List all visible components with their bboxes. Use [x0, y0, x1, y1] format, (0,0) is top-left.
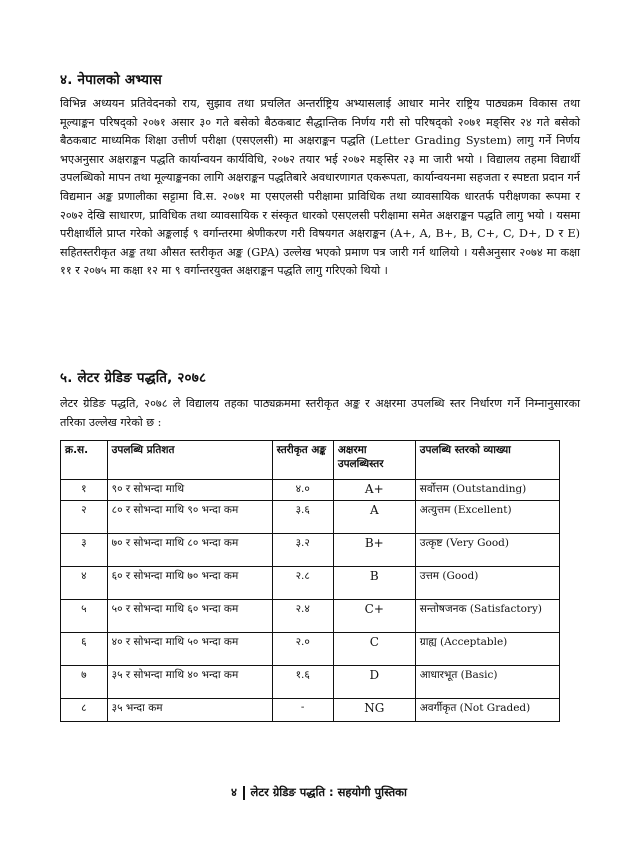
cell-grade-point: १.६ — [272, 666, 333, 699]
page-footer — [0, 785, 638, 800]
cell-grade-point: २.८ — [272, 567, 333, 600]
footer-divider — [243, 786, 245, 800]
cell-percentage: ९० र सोभन्दा माथि — [107, 480, 272, 501]
cell-percentage: ३५ र सोभन्दा माथि ४० भन्दा कम — [107, 666, 272, 699]
section-4-paragraph: विभिन्न अध्ययन प्रतिवेदनको राय, सुझाव तथा प्रचलित अन्तर्राष्ट्रिय अभ्यासलाई आधार मानेर राष्ट्रिय पाठ्यक्रम विकास तथा मूल्याङ्कन परिषद्को २०७१ असार ३० गते बसेको बैठकबाट सैद्धान्तिक निर्णय गरी सो परिषद्को २०७१ मङ्सिर २४ गते बसेको बैठकबाट माध्यमिक शिक्षा उत्तीर्ण परीक्षा (एसएलसी) मा अक्षराङ्कन पद्धति (Letter Grading System) लागु गर्ने निर्णय भएअनुसार अक्षराङ्कन पद्धति कार्यान्वयन कार्यविधि, २०७२ तयार भई २०७२ मङ्सिर २३ मा जारी भयो । विद्यालय तहमा विद्यार्थी उपलब्धिको मापन तथा मूल्याङ्कनका लागि अक्षराङ्कन पद्धतिबारे अवधारणागत एकरूपता, कार्यान्वयनमा सहजता र स्पष्टता प्रदान गर्न विद्यमान अङ्क प्रणालीका सट्टामा वि.स. २०७१ मा एसएलसी परीक्षामा प्राविधिक तथा व्यावसायिक धारतर्फ परीक्षणका रूपमा र २०७२ देखि साधारण, प्राविधिक तथा व्यावसायिक र संस्कृत धारको एसएलसी परीक्षामा समेत अक्षराङ्कन पद्धति लागु भयो । यसमा परीक्षार्थीले प्राप्त गरेको अङ्कलाई ९ वर्गान्तरमा श्रेणीकरण गरी विषयगत अक्षराङ्कन (A+, A, B+, B, C+, C, D+, D र E) सहितस्तरीकृत अङ्क तथा औसत स्तरीकृत अङ्क (GPA) उल्लेख भएको प्रमाण पत्र जारी गर्न थालियो । यसैअनुसार २०७४ मा कक्षा ११ र २०७५ मा कक्षा १२ मा ९ वर्गान्तरयुक्त अक्षराङ्कन पद्धति लागु गरिएको थियो । — [60, 97, 580, 278]
cell-letter-grade: B — [333, 567, 415, 600]
header-percentage: उपलब्धि प्रतिशत — [107, 441, 272, 480]
header-grade-point: स्तरीकृत अङ्क — [272, 441, 333, 480]
cell-letter-grade: NG — [333, 699, 415, 722]
cell-letter-grade: A+ — [333, 480, 415, 501]
cell-letter-grade: C — [333, 633, 415, 666]
cell-description: अत्युत्तम (Excellent) — [415, 501, 559, 534]
section-5-heading: ५. लेटर ग्रेडिङ पद्धति, २०७८ — [60, 370, 207, 386]
header-serial: क्र.स. — [61, 441, 108, 480]
cell-serial: २ — [61, 501, 108, 534]
table-row — [61, 666, 560, 699]
cell-grade-point: २.४ — [272, 600, 333, 633]
cell-description: आधारभूत (Basic) — [415, 666, 559, 699]
grading-table — [60, 440, 560, 722]
cell-description: अवर्गीकृत (Not Graded) — [415, 699, 559, 722]
cell-letter-grade: A — [333, 501, 415, 534]
cell-serial: ३ — [61, 534, 108, 567]
cell-description: उत्तम (Good) — [415, 567, 559, 600]
cell-description: सन्तोषजनक (Satisfactory) — [415, 600, 559, 633]
cell-grade-point: ३.६ — [272, 501, 333, 534]
cell-percentage: ४० र सोभन्दा माथि ५० भन्दा कम — [107, 633, 272, 666]
cell-percentage: ६० र सोभन्दा माथि ७० भन्दा कम — [107, 567, 272, 600]
cell-percentage: ३५ भन्दा कम — [107, 699, 272, 722]
table-row — [61, 567, 560, 600]
table-row — [61, 480, 560, 501]
table-row — [61, 501, 560, 534]
cell-percentage: ५० र सोभन्दा माथि ६० भन्दा कम — [107, 600, 272, 633]
table-row — [61, 699, 560, 722]
cell-serial: ५ — [61, 600, 108, 633]
cell-grade-point: ४.० — [272, 480, 333, 501]
page-number: ४ — [231, 785, 238, 799]
cell-grade-point: ३.२ — [272, 534, 333, 567]
cell-percentage: ८० र सोभन्दा माथि ९० भन्दा कम — [107, 501, 272, 534]
table-header-row — [61, 441, 560, 480]
header-description: उपलब्धि स्तरको व्याख्या — [415, 441, 559, 480]
section-5-paragraph: लेटर ग्रेडिङ पद्धति, २०७८ ले विद्यालय तहका पाठ्यक्रममा स्तरीकृत अङ्क र अक्षरमा उपलब्धि स्तर निर्धारण गर्ने निम्नानुसारका तरिका उल्लेख गरेको छ : — [60, 397, 580, 429]
footer-title: लेटर ग्रेडिङ पद्धति : सहयोगी पुस्तिका — [250, 785, 407, 799]
cell-percentage: ७० र सोभन्दा माथि ८० भन्दा कम — [107, 534, 272, 567]
cell-letter-grade: C+ — [333, 600, 415, 633]
cell-description: ग्राह्य (Acceptable) — [415, 633, 559, 666]
cell-serial: ४ — [61, 567, 108, 600]
cell-serial: ८ — [61, 699, 108, 722]
cell-serial: ७ — [61, 666, 108, 699]
cell-grade-point: - — [272, 699, 333, 722]
table-row — [61, 633, 560, 666]
cell-description: सर्वोत्तम (Outstanding) — [415, 480, 559, 501]
table-row — [61, 534, 560, 567]
header-letter-grade: अक्षरमा उपलब्धिस्तर — [333, 441, 415, 480]
cell-serial: ६ — [61, 633, 108, 666]
cell-letter-grade: B+ — [333, 534, 415, 567]
table-row — [61, 600, 560, 633]
cell-serial: १ — [61, 480, 108, 501]
cell-grade-point: २.० — [272, 633, 333, 666]
section-4-heading: ४. नेपालको अभ्यास — [60, 72, 163, 88]
cell-letter-grade: D — [333, 666, 415, 699]
cell-description: उत्कृष्ट (Very Good) — [415, 534, 559, 567]
